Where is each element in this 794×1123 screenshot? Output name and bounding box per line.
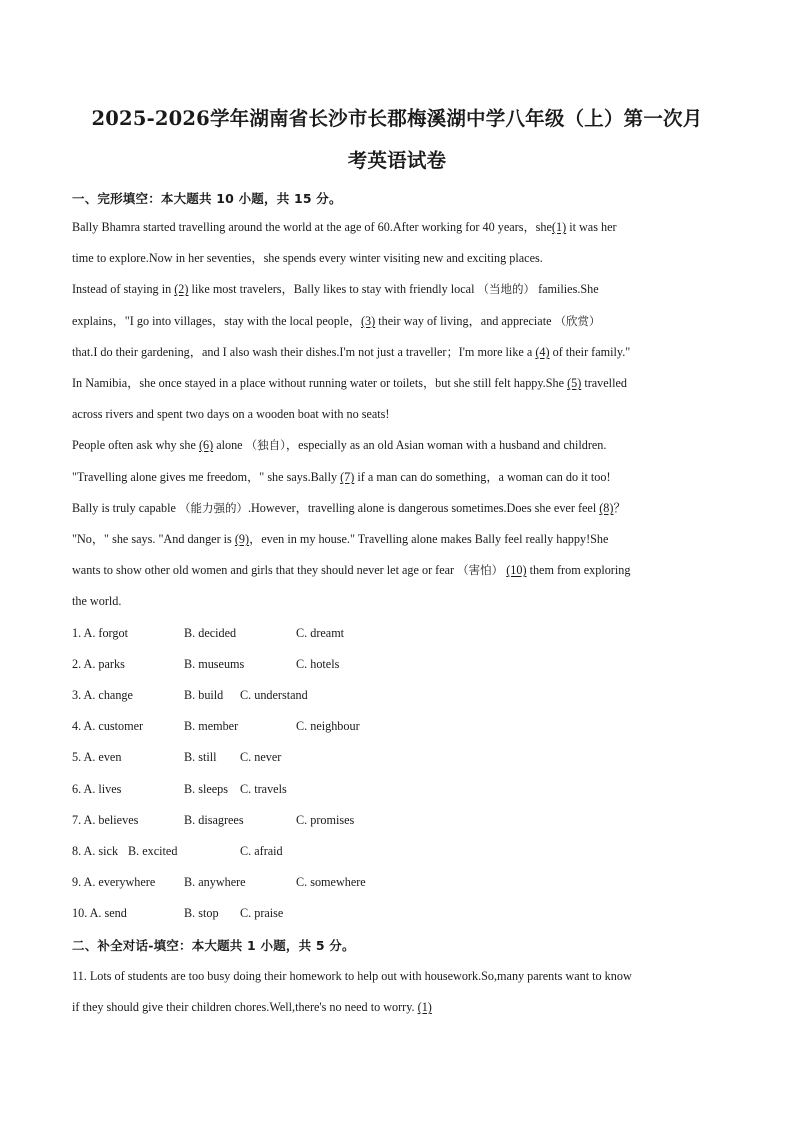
passage-line-13: the world. bbox=[72, 594, 122, 608]
blank-9: (9) bbox=[234, 532, 250, 546]
option-b[interactable]: B. member bbox=[184, 719, 239, 733]
option-b[interactable]: B. still bbox=[184, 750, 217, 764]
section-1-heading: 一、完形填空：本大题共 10 小题，共 15 分。 bbox=[72, 191, 342, 206]
option-a[interactable]: 10. A. send bbox=[72, 906, 127, 920]
blank-8: (8) bbox=[599, 501, 614, 515]
passage-line-11: "No，" she says. "And danger is (9)，even in my house." Travelling alone makes Bally feel really happy!She bbox=[72, 532, 609, 546]
option-a[interactable]: 5. A. even bbox=[72, 750, 122, 764]
option-b[interactable]: B. anywhere bbox=[184, 875, 246, 889]
passage-line-3: Instead of staying in (2) like most travelers，Bally likes to stay with friendly local （当地的） families.She bbox=[72, 282, 599, 296]
option-b[interactable]: B. disagrees bbox=[184, 813, 244, 827]
passage-line-10: Bally is truly capable （能力强的）.However，travelling alone is dangerous sometimes.Does she ever feel (8)？ bbox=[72, 501, 626, 515]
exam-title-line-1: 2025-2026学年湖南省长沙市长郡梅溪湖中学八年级（上）第一次月 bbox=[91, 107, 703, 130]
option-c[interactable]: C. afraid bbox=[240, 844, 283, 858]
option-a[interactable]: 1. A. forgot bbox=[72, 626, 128, 640]
option-b[interactable]: B. build bbox=[184, 688, 224, 702]
blank-11-1: (1) bbox=[417, 1000, 432, 1014]
option-a[interactable]: 2. A. parks bbox=[72, 657, 125, 671]
option-c[interactable]: C. neighbour bbox=[296, 719, 360, 733]
option-a[interactable]: 7. A. believes bbox=[72, 813, 139, 827]
blank-2: (2) bbox=[174, 282, 189, 296]
option-c[interactable]: C. understand bbox=[240, 688, 308, 702]
option-c[interactable]: C. praise bbox=[240, 906, 284, 920]
passage-line-12: wants to show other old women and girls that they should never let age or fear （害怕） (10) them from exploring bbox=[72, 563, 631, 577]
passage-line-4: explains，"I go into villages，stay with the local people，(3) their way of living，and appreciate （欣赏） bbox=[72, 314, 601, 328]
option-c[interactable]: C. never bbox=[240, 750, 282, 764]
question-11-line-1: 11. Lots of students are too busy doing their homework to help out with housework.So,many parents want to know bbox=[72, 969, 632, 983]
option-a[interactable]: 3. A. change bbox=[72, 688, 133, 702]
option-b[interactable]: B. decided bbox=[184, 626, 237, 640]
passage-line-6: In Namibia，she once stayed in a place without running water or toilets，but she still felt happy.She (5) travelled bbox=[72, 376, 627, 390]
blank-6: (6) bbox=[198, 438, 214, 452]
blank-7: (7) bbox=[340, 470, 355, 484]
passage-line-5: that.I do their gardening，and I also wash their dishes.I'm not just a traveller；I'm more like a (4) of their family." bbox=[72, 345, 631, 359]
passage-line-7: across rivers and spent two days on a wooden boat with no seats! bbox=[72, 407, 390, 421]
option-c[interactable]: C. hotels bbox=[296, 657, 340, 671]
exam-title-line-2: 考英语试卷 bbox=[347, 149, 447, 172]
blank-10: (10) bbox=[506, 563, 527, 577]
option-a[interactable]: 4. A. customer bbox=[72, 719, 144, 733]
question-11-line-2: if they should give their children chores.Well,there's no need to worry. (1) bbox=[72, 1000, 432, 1014]
blank-1: (1) bbox=[551, 220, 567, 234]
passage-line-1: Bally Bhamra started travelling around the world at the age of 60.After working for 40 years，she(1) it was her bbox=[72, 220, 617, 234]
option-b[interactable]: B. sleeps bbox=[184, 782, 229, 796]
option-b[interactable]: B. museums bbox=[184, 657, 245, 671]
section-2-heading: 二、补全对话-填空：本大题共 1 小题，共 5 分。 bbox=[72, 938, 355, 953]
option-c[interactable]: C. somewhere bbox=[296, 875, 366, 889]
option-c[interactable]: C. promises bbox=[296, 813, 355, 827]
option-a[interactable]: 8. A. sick bbox=[72, 844, 119, 858]
option-b[interactable]: B. excited bbox=[128, 844, 178, 858]
option-c[interactable]: C. dreamt bbox=[296, 626, 345, 640]
option-c[interactable]: C. travels bbox=[240, 782, 287, 796]
passage-line-2: time to explore.Now in her seventies，she spends every winter visiting new and exciting places. bbox=[72, 251, 543, 265]
option-a[interactable]: 9. A. everywhere bbox=[72, 875, 156, 889]
blank-5: (5) bbox=[567, 376, 582, 390]
blank-4: (4) bbox=[535, 345, 550, 359]
passage-line-9: "Travelling alone gives me freedom，" she says.Bally (7) if a man can do something，a woman can do it too! bbox=[72, 470, 611, 484]
blank-3: (3) bbox=[360, 314, 376, 328]
option-b[interactable]: B. stop bbox=[184, 906, 219, 920]
option-a[interactable]: 6. A. lives bbox=[72, 782, 122, 796]
passage-line-8: People often ask why she (6) alone （独自），especially as an old Asian woman with a husband and children. bbox=[72, 438, 607, 452]
